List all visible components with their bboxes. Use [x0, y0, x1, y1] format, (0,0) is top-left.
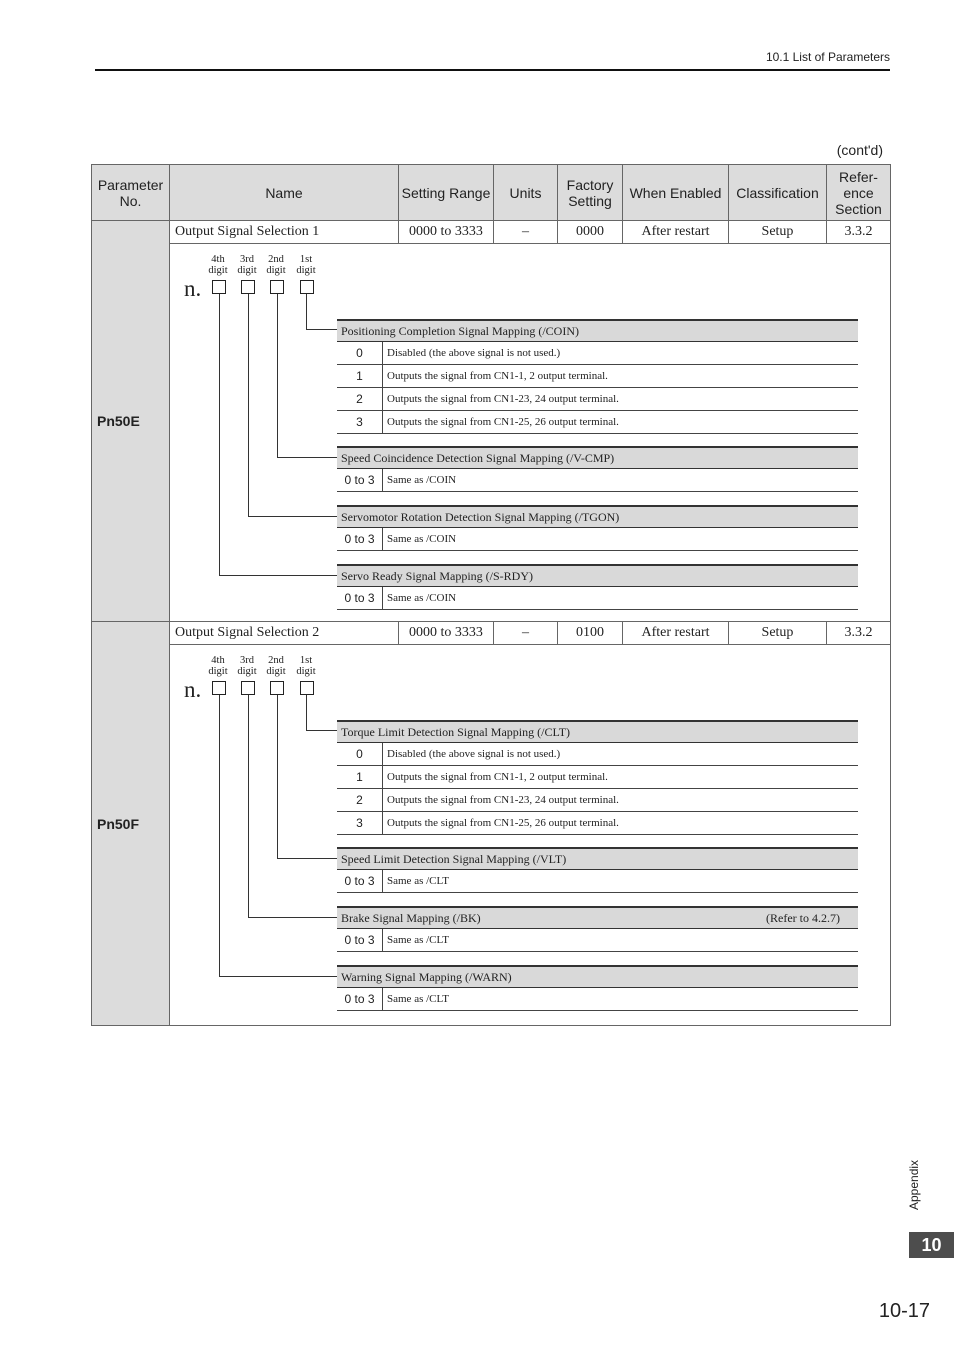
col-header-name: Name: [170, 165, 399, 221]
option-value: 0 to 3: [337, 929, 383, 951]
continued-label: (cont'd): [836, 142, 883, 158]
digit-box: [241, 681, 255, 695]
section-header: [337, 720, 858, 743]
section-title: Servo Ready Signal Mapping (/S-RDY): [341, 569, 533, 583]
digit-label-4th: 4th digit: [208, 655, 228, 677]
section-title: Torque Limit Detection Signal Mapping (/CLT): [341, 725, 571, 739]
option-value: 0: [337, 342, 383, 364]
connector-line: [219, 976, 337, 977]
option-row: [337, 766, 858, 789]
col-header-when-enabled: When Enabled: [623, 165, 729, 221]
connector-line: [248, 917, 337, 918]
section-header: [337, 564, 858, 587]
col-header-reference-section: Refer-ence Section: [827, 165, 891, 221]
digit-box: [270, 280, 284, 294]
connector-line: [277, 858, 337, 859]
option-row: [337, 988, 858, 1011]
col-header-setting-range: Setting Range: [399, 165, 494, 221]
option-description: Outputs the signal from CN1-25, 26 output terminal.: [387, 817, 619, 829]
option-description: Disabled (the above signal is not used.): [387, 347, 561, 359]
digit-label-4th: 4th digit: [208, 254, 228, 276]
option-description: Outputs the signal from CN1-1, 2 output terminal.: [387, 771, 608, 783]
digit-box: [300, 280, 314, 294]
classification: Setup: [729, 622, 827, 645]
section-header: [337, 446, 858, 469]
section-title: Speed Limit Detection Signal Mapping (/VLT): [341, 852, 567, 866]
option-description: Outputs the signal from CN1-25, 26 output terminal.: [387, 416, 619, 428]
connector-line: [219, 294, 220, 576]
section-title: Speed Coincidence Detection Signal Mapping (/V-CMP): [341, 451, 615, 465]
connector-line: [306, 294, 307, 330]
diagram-row: [92, 645, 891, 1026]
digit-box: [300, 681, 314, 695]
col-header-units: Units: [494, 165, 558, 221]
digit-label-2nd: 2nd digit: [266, 655, 286, 677]
option-row: [337, 789, 858, 812]
option-description: Same as /COIN: [387, 474, 457, 486]
section-header: [337, 965, 858, 988]
option-value: 0 to 3: [337, 469, 383, 491]
digit-box: [212, 280, 226, 294]
option-row: [337, 365, 858, 388]
option-value: 2: [337, 388, 383, 410]
digit-label-1st: 1st digit: [296, 655, 316, 677]
section-header: [337, 505, 858, 528]
table-header-row: [92, 165, 891, 221]
n-prefix: n.: [184, 276, 202, 301]
digit-label-2nd: 2nd digit: [266, 254, 286, 276]
section-reference-note: (Refer to 4.2.7): [766, 911, 840, 925]
option-row: [337, 812, 858, 835]
section-header: [337, 906, 858, 929]
option-description: Same as /COIN: [387, 592, 457, 604]
option-row: [337, 342, 858, 365]
section-title: Warning Signal Mapping (/WARN): [341, 970, 512, 984]
option-description: Disabled (the above signal is not used.): [387, 748, 561, 760]
option-description: Same as /CLT: [387, 934, 449, 946]
option-description: Same as /CLT: [387, 993, 449, 1005]
option-value: 0 to 3: [337, 988, 383, 1010]
option-row: [337, 587, 858, 610]
chapter-tab: 10: [909, 1232, 954, 1258]
parameter-table: [91, 164, 891, 1026]
option-value: 0: [337, 743, 383, 765]
option-description: Outputs the signal from CN1-23, 24 output terminal.: [387, 393, 619, 405]
units: –: [494, 622, 558, 645]
option-value: 0 to 3: [337, 528, 383, 550]
connector-line: [248, 294, 249, 517]
table-row: [92, 221, 891, 244]
connector-line: [277, 695, 278, 859]
connector-line: [277, 457, 337, 458]
connector-line: [248, 516, 337, 517]
digit-label-3rd: 3rd digit: [237, 254, 257, 276]
col-header-classification: Classification: [729, 165, 827, 221]
connector-line: [219, 695, 220, 977]
digit-box: [241, 280, 255, 294]
option-value: 3: [337, 411, 383, 433]
factory-setting: 0100: [558, 622, 623, 645]
digit-mapping-diagram: [170, 244, 890, 621]
connector-line: [219, 575, 337, 576]
setting-range: 0000 to 3333: [399, 622, 494, 645]
option-row: [337, 411, 858, 434]
reference-section: 3.3.2: [827, 622, 891, 645]
option-row: [337, 929, 858, 952]
option-value: 2: [337, 789, 383, 811]
digit-label-3rd: 3rd digit: [237, 655, 257, 677]
option-value: 3: [337, 812, 383, 834]
section-title: Brake Signal Mapping (/BK): [341, 911, 481, 925]
parameter-number: Pn50E: [92, 221, 170, 622]
section-title: Servomotor Rotation Detection Signal Mapping (/TGON): [341, 510, 620, 524]
section-header: [337, 319, 858, 342]
parameter-name: Output Signal Selection 1: [170, 221, 399, 244]
units: –: [494, 221, 558, 244]
option-value: 1: [337, 365, 383, 387]
option-value: 0 to 3: [337, 587, 383, 609]
running-header: 10.1 List of Parameters: [765, 50, 890, 64]
option-description: Same as /CLT: [387, 875, 449, 887]
when-enabled: After restart: [623, 622, 729, 645]
parameter-number: Pn50F: [92, 622, 170, 1026]
option-description: Same as /COIN: [387, 533, 457, 545]
digit-box: [270, 681, 284, 695]
section-title: Positioning Completion Signal Mapping (/COIN): [341, 324, 580, 338]
option-value: 0 to 3: [337, 870, 383, 892]
digit-mapping-diagram: [170, 645, 890, 1025]
option-row: [337, 469, 858, 492]
option-row: [337, 870, 858, 893]
page-number: 10-17: [878, 1300, 930, 1322]
col-header-parameter-no: Parameter No.: [92, 165, 170, 221]
diagram-row: [92, 244, 891, 622]
section-header: [337, 847, 858, 870]
option-value: 1: [337, 766, 383, 788]
digit-label-1st: 1st digit: [296, 254, 316, 276]
connector-line: [248, 695, 249, 918]
header-rule: [95, 69, 890, 71]
option-description: Outputs the signal from CN1-1, 2 output terminal.: [387, 370, 608, 382]
digit-box: [212, 681, 226, 695]
option-row: [337, 388, 858, 411]
setting-range: 0000 to 3333: [399, 221, 494, 244]
classification: Setup: [729, 221, 827, 244]
when-enabled: After restart: [623, 221, 729, 244]
connector-line: [306, 730, 337, 731]
option-row: [337, 743, 858, 766]
connector-line: [306, 329, 337, 330]
option-row: [337, 528, 858, 551]
col-header-factory-setting: Factory Setting: [558, 165, 623, 221]
factory-setting: 0000: [558, 221, 623, 244]
connector-line: [306, 695, 307, 731]
parameter-name: Output Signal Selection 2: [170, 622, 399, 645]
side-section-label: Appendix: [907, 1159, 921, 1210]
n-prefix: n.: [184, 677, 202, 702]
table-row: [92, 622, 891, 645]
reference-section: 3.3.2: [827, 221, 891, 244]
connector-line: [277, 294, 278, 458]
option-description: Outputs the signal from CN1-23, 24 output terminal.: [387, 794, 619, 806]
